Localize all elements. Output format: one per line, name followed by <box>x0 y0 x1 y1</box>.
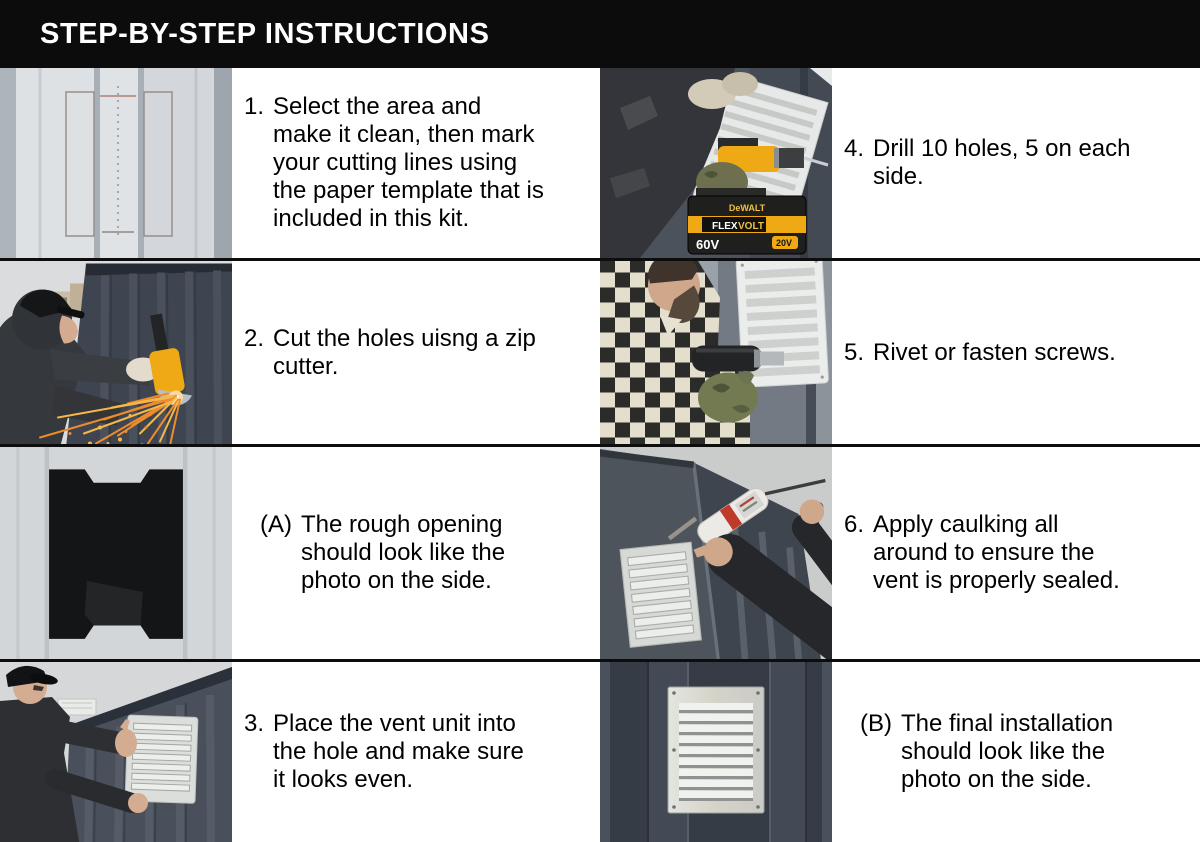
hand-upper <box>115 729 137 757</box>
battery-brand-text: DeWALT <box>728 203 766 213</box>
step3-body: Place the vent unit into the hole and make sure it looks even. <box>273 710 524 793</box>
battery-flex-text: FLEX <box>712 221 738 232</box>
step1-number: 1. <box>244 93 265 120</box>
louvered-vent <box>125 715 198 803</box>
step3-text-cell <box>232 662 600 842</box>
step5 <box>844 339 1116 367</box>
louvered-vent <box>620 542 701 647</box>
photo-marked-template <box>0 68 232 258</box>
hand <box>704 537 733 566</box>
header-bar <box>0 0 1200 68</box>
photo-drilling <box>600 68 832 258</box>
photo-rough-opening-illustration <box>0 447 232 659</box>
step2-body: Cut the holes uisng a zip cutter. <box>273 324 536 380</box>
photo-drilling-illustration <box>600 68 832 258</box>
step2-number: 2. <box>244 324 265 352</box>
photo-caulking <box>600 447 832 659</box>
step6-text-cell <box>832 447 1200 659</box>
step6-body: Apply caulking all around to ensure the vent is properly sealed. <box>873 511 1120 594</box>
battery-60v-text: 60V <box>696 237 720 252</box>
step1-text-cell <box>232 68 600 258</box>
hand-on-trigger <box>800 499 825 524</box>
stepA-text-cell <box>232 447 600 659</box>
photo-riveting-illustration <box>600 261 832 444</box>
step4-number: 4. <box>844 135 865 162</box>
flexvolt-battery <box>688 196 806 254</box>
photo-placing-vent <box>0 662 232 842</box>
step5-body: Rivet or fasten screws. <box>873 338 1116 366</box>
photo-marked-template-illustration <box>0 68 232 258</box>
stepA <box>260 511 505 595</box>
page-title: STEP-BY-STEP INSTRUCTIONS <box>40 17 490 50</box>
photo-final-install <box>600 662 832 842</box>
step6 <box>844 511 1120 595</box>
stepA-body: The rough opening should look like the photo on the side. <box>301 511 506 594</box>
stepA-label: (A) <box>260 511 292 538</box>
step4-text-cell <box>832 68 1200 258</box>
battery-volt-text: VOLT <box>738 221 764 232</box>
photo-cutting-illustration <box>0 261 232 444</box>
step4 <box>844 135 1131 191</box>
step3-number: 3. <box>244 710 265 737</box>
step5-number: 5. <box>844 338 865 366</box>
photo-cutting <box>0 261 232 444</box>
step5-text-cell <box>832 261 1200 444</box>
hand-lower <box>128 793 148 813</box>
photo-final-install-illustration <box>600 662 832 842</box>
stepB-label: (B) <box>860 710 892 737</box>
worker-arm-upper <box>50 729 120 743</box>
step3 <box>244 710 524 794</box>
step6-number: 6. <box>844 511 865 538</box>
photo-caulking-illustration <box>600 447 832 659</box>
step1-body: Select the area and make it clean, then mark your cutting lines using the paper template that is included in this kit. <box>273 93 544 232</box>
louvered-vent <box>668 687 764 813</box>
step2-text-cell <box>232 261 600 444</box>
battery-20v-text: 20V <box>776 238 793 248</box>
photo-riveting <box>600 261 832 444</box>
photo-rough-opening <box>0 447 232 659</box>
stepB-text-cell <box>832 662 1200 842</box>
stepB-body: The final installation should look like the photo on the side. <box>901 710 1114 793</box>
step1 <box>244 93 544 233</box>
step4-body: Drill 10 holes, 5 on each side. <box>873 135 1131 190</box>
step2 <box>244 325 536 381</box>
stepB <box>860 710 1113 794</box>
photo-placing-vent-illustration <box>0 662 232 842</box>
